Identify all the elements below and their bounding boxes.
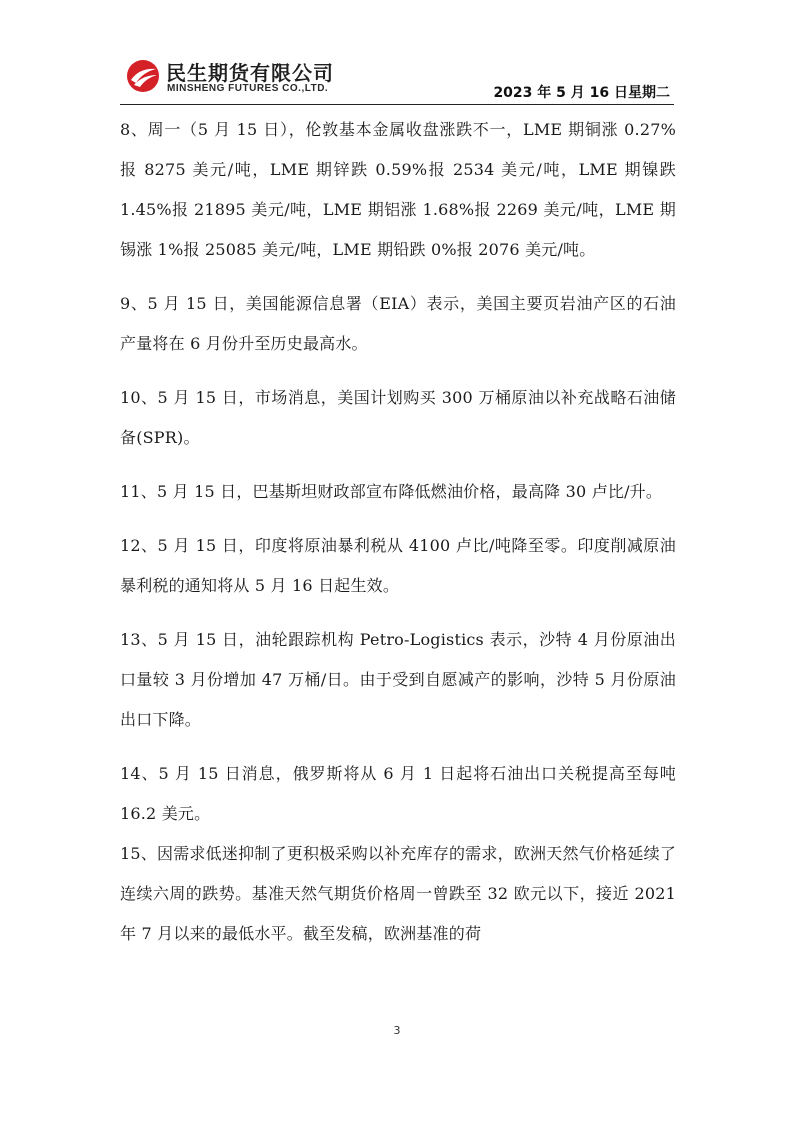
news-item-13: 13、5 月 15 日，油轮跟踪机构 Petro-Logistics 表示，沙特 4 月份原油出口量较 3 月份增加 47 万桶/日。由于受到自愿减产的影响，沙特 5 月份原油出口下降。 [120,630,676,729]
header-divider [120,104,674,105]
news-item-9: 9、5 月 15 日，美国能源信息署（EIA）表示，美国主要页岩油产区的石油产量将在 6 月份升至历史最高水。 [120,294,676,353]
company-name-en: MINSHENG FUTURES CO.,LTD. [167,83,329,94]
news-item-8: 8、周一（5 月 15 日），伦敦基本金属收盘涨跌不一，LME 期铜涨 0.27%报 8275 美元/吨，LME 期锌跌 0.59%报 2534 美元/吨，LME 期镍跌 1.45%报 21895 美元/吨，LME 期铝涨 1.68%报 2269 美元/吨，LME 期锡涨 1%报 25085 美元/吨，LME 期铅跌 0%报 2076 美元/吨。 [120,120,676,259]
news-item-11: 11、5 月 15 日，巴基斯坦财政部宣布降低燃油价格，最高降 30 卢比/升。 [120,482,663,501]
news-item-15: 15、因需求低迷抑制了更积极采购以补充库存的需求，欧洲天然气价格延续了连续六周的跌势。基准天然气期货价格周一曾跌至 32 欧元以下，接近 2021 年 7 月以来的最低水平。截至发稿，欧洲基准的荷 [120,844,676,943]
minsheng-logo-icon [126,59,160,93]
news-item-14: 14、5 月 15 日消息，俄罗斯将从 6 月 1 日起将石油出口关税提高至每吨 16.2 美元。 [120,764,676,823]
news-item-12: 12、5 月 15 日，印度将原油暴利税从 4100 卢比/吨降至零。印度削减原油暴利税的通知将从 5 月 16 日起生效。 [120,536,676,595]
company-name-cn: 民生期货有限公司 [166,61,334,85]
page-number: 3 [393,1024,401,1037]
news-item-10: 10、5 月 15 日，市场消息，美国计划购买 300 万桶原油以补充战略石油储备(SPR)。 [120,388,676,447]
page-header [120,50,674,106]
document-body [120,110,676,954]
company-logo [122,56,362,98]
report-date: 2023 年 5 月 16 日星期二 [493,85,670,101]
